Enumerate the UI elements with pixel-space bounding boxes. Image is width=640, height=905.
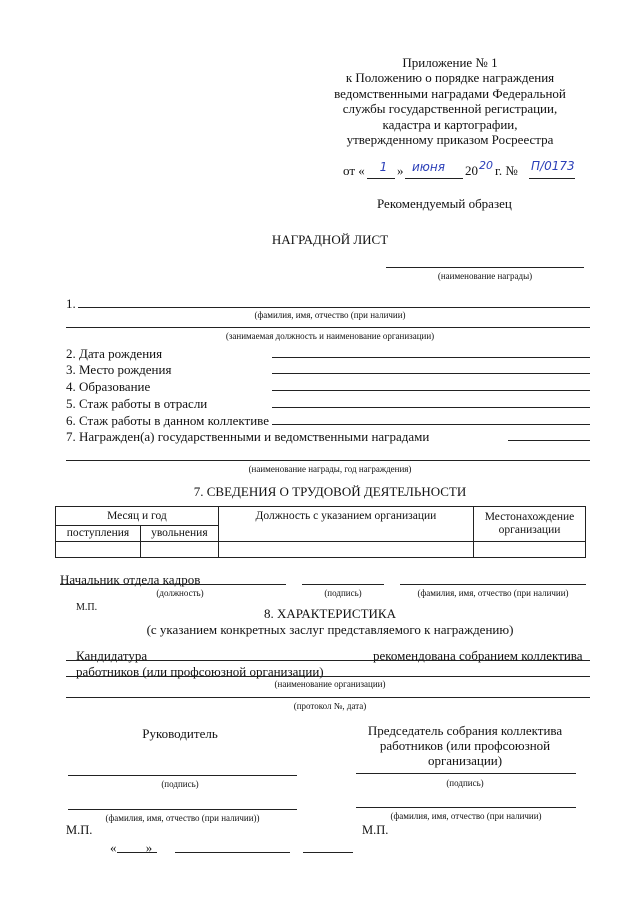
position-caption: (занимаемая должность и наименование организации) (225, 331, 435, 341)
field-team-experience: 6. Стаж работы в данном коллективе (66, 413, 269, 428)
order-date-month: июня (412, 160, 445, 174)
header-line: кадастра и картографии, (382, 116, 518, 132)
table-cell (218, 542, 473, 558)
header-line: Приложение № 1 (402, 55, 498, 70)
order-date-prefix: от « (343, 163, 365, 178)
col-position: Должность с указанием организации (218, 507, 473, 542)
order-date-year-suffix: 20 (479, 159, 493, 172)
section-8-subtitle: (с указанием конкретных заслуг представляемого к награждению) (146, 622, 514, 637)
header-line: к Положению о порядке награждения (345, 70, 555, 86)
order-date-mid: » (397, 163, 404, 178)
hr-label: Начальник отдела кадров (60, 572, 201, 587)
workers-label: работников (или профсоюзной организации) (76, 664, 324, 679)
awards-caption: (наименование награды, год награждения) (248, 464, 412, 474)
order-date-day: 1 (379, 160, 388, 174)
order-number: П/0173 (531, 159, 575, 173)
head-stamp: М.П. (66, 823, 93, 837)
col-month-year: Месяц и год (56, 507, 219, 526)
fio-caption: (фамилия, имя, отчество (при наличии) (254, 310, 406, 320)
header-line: утвержденному приказом Росреестра (346, 132, 554, 148)
header-line: ведомственными наградами Федеральной (334, 85, 566, 101)
chair-name-caption: (фамилия, имя, отчество (при наличии) (390, 811, 542, 821)
table-cell (140, 542, 218, 558)
field-industry-experience: 5. Стаж работы в отрасли (66, 396, 208, 411)
work-history-table (55, 506, 586, 558)
recommended-sample: Рекомендуемый образец (377, 196, 512, 211)
table-cell (474, 542, 586, 558)
order-date-year-label: г. № (495, 163, 518, 178)
field-education: 4. Образование (66, 379, 151, 394)
chair-label: Председатель собрания коллектива работников (или профсоюзной организации) (367, 723, 563, 768)
head-name-caption: (фамилия, имя, отчество (при наличии)) (105, 813, 260, 823)
candidacy-label: Кандидатура (76, 648, 148, 663)
hr-position-caption: (должность) (156, 588, 204, 598)
chair-signature-caption: (подпись) (446, 778, 484, 788)
head-label: Руководитель (142, 726, 218, 741)
page-title: НАГРАДНОЙ ЛИСТ (271, 232, 389, 247)
field-1-number: 1. (66, 296, 76, 311)
section-7-title: 7. СВЕДЕНИЯ О ТРУДОВОЙ ДЕЯТЕЛЬНОСТИ (193, 484, 467, 499)
hr-stamp: М.П. (76, 602, 98, 613)
section-8-title: 8. ХАРАКТЕРИСТИКА (264, 606, 396, 621)
col-dismissal: увольнения (140, 526, 218, 542)
award-caption: (наименование награды) (437, 271, 533, 281)
org-caption: (наименование организации) (274, 679, 386, 689)
chair-stamp: М.П. (362, 823, 389, 837)
date-quotes: « » (110, 840, 153, 855)
field-birth-date: 2. Дата рождения (66, 346, 163, 361)
col-hire: поступления (56, 526, 141, 542)
document-header (300, 55, 600, 147)
recommended-label: рекомендована собранием коллектива (373, 648, 583, 663)
hr-name-caption: (фамилия, имя, отчество (при наличии) (417, 588, 569, 598)
protocol-caption: (протокол №, дата) (293, 701, 367, 711)
head-signature-caption: (подпись) (161, 779, 199, 789)
hr-signature-caption: (подпись) (324, 588, 362, 598)
header-line: службы государственной регистрации, (342, 101, 558, 117)
field-awards: 7. Награжден(а) государственными и ведомственными наградами (66, 429, 430, 444)
table-cell (56, 542, 141, 558)
order-date-year-prefix: 20 (465, 163, 478, 178)
col-location: Местонахождение организации (474, 507, 586, 542)
field-birth-place: 3. Место рождения (66, 362, 172, 377)
